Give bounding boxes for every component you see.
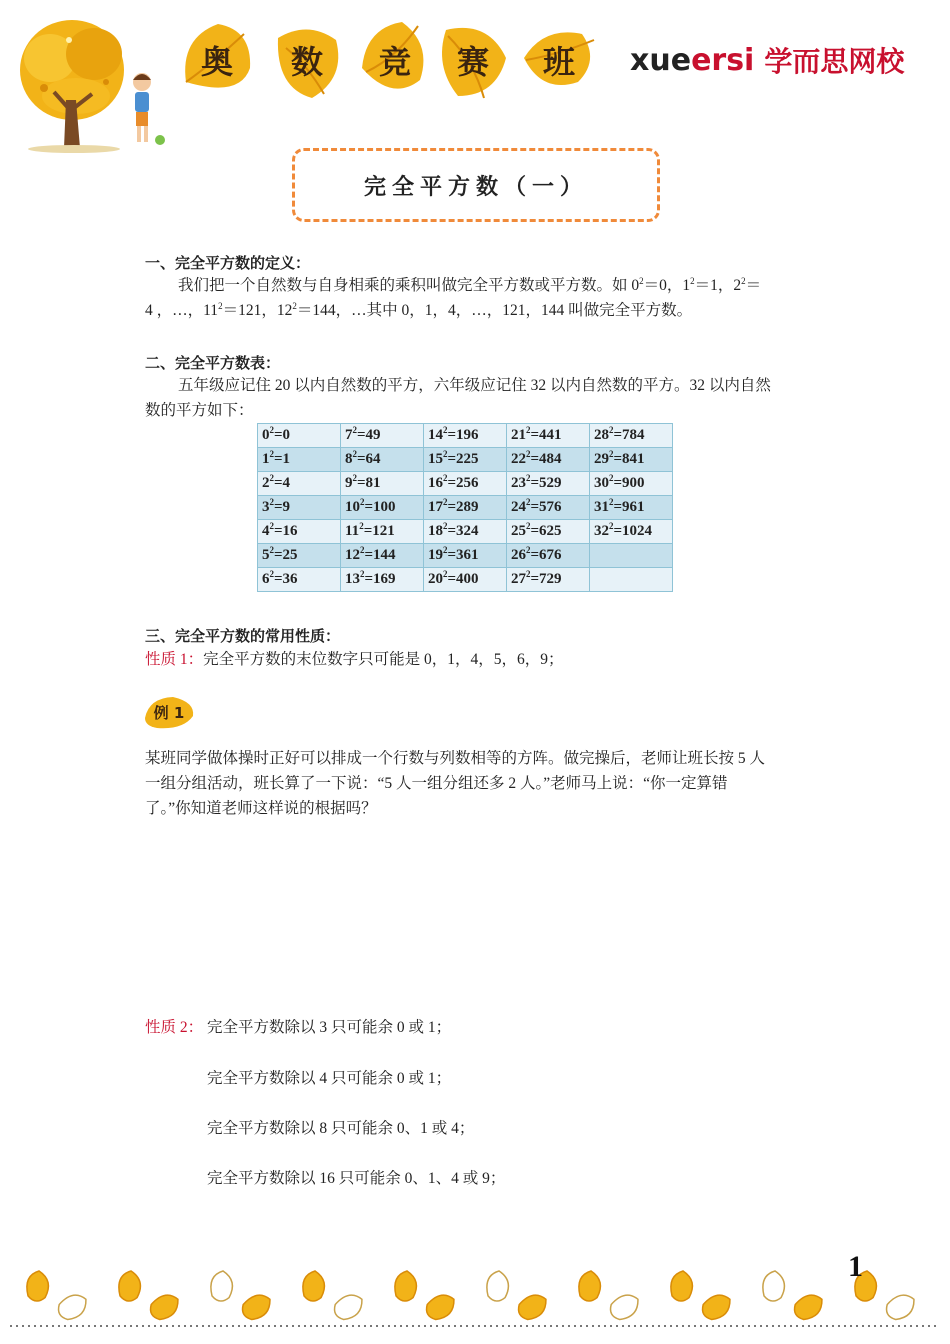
squares-table-cell: $27^2=729$: [507, 568, 590, 592]
squares-table-cell: $9^2=81$: [341, 472, 424, 496]
header-leaf-char: 奥: [200, 43, 233, 81]
brand-logo: [630, 40, 904, 80]
squares-table-cell: $14^2=196$: [424, 424, 507, 448]
section2-body-line2: 数的平方如下：: [145, 402, 254, 419]
squares-table-cell: $6^2=36$: [258, 568, 341, 592]
squares-table-row: [258, 544, 673, 568]
section2-heading: 二、完全平方数表：: [145, 354, 281, 372]
squares-table-cell: $23^2=529$: [507, 472, 590, 496]
squares-table-cell: $19^2=361$: [424, 544, 507, 568]
brand-xue: xue: [630, 42, 692, 78]
section1-heading: 一、完全平方数的定义：: [145, 254, 311, 272]
squares-table-cell: $22^2=484$: [507, 448, 590, 472]
squares-table-cell: $29^2=841$: [590, 448, 673, 472]
squares-table-cell: $4^2=16$: [258, 520, 341, 544]
page-number: 1: [848, 1250, 863, 1283]
squares-table-row: [258, 448, 673, 472]
squares-table-cell: $26^2=676$: [507, 544, 590, 568]
squares-table-cell: $31^2=961$: [590, 496, 673, 520]
property1: [145, 647, 810, 672]
brand-ersi: ersi: [691, 42, 755, 78]
property2-label: [145, 1015, 205, 1040]
property1-text: 完全平方数的末位数字只可能是 0，1，4，5，6，9；: [203, 651, 564, 668]
squares-table-row: [258, 496, 673, 520]
squares-table-cell: $10^2=100$: [341, 496, 424, 520]
squares-table-cell: $1^2=1$: [258, 448, 341, 472]
squares-table-cell: $17^2=289$: [424, 496, 507, 520]
example1-badge: [143, 694, 195, 730]
squares-table-cell: $25^2=625$: [507, 520, 590, 544]
header-leaf-5: [520, 18, 598, 102]
squares-table-cell: $11^2=121$: [341, 520, 424, 544]
example1-line2: 一组分组活动，班长算了一下说：“5 人一组分组还多 2 人。”老师马上说：“你一定算错: [145, 775, 728, 792]
property1-label: 性质 1：: [145, 651, 204, 668]
squares-table-cell: $18^2=324$: [424, 520, 507, 544]
squares-table-cell: $16^2=256$: [424, 472, 507, 496]
squares-table-row: [258, 520, 673, 544]
squares-table-cell: $32^2=1024$: [590, 520, 673, 544]
header-leaf-char: 班: [542, 43, 575, 81]
brand-chinese-name: 学而思网校: [764, 45, 905, 78]
squares-table-cell: $7^2=49$: [341, 424, 424, 448]
property2-line-1: 完全平方数除以 3 只可能余 0 或 1；: [207, 1019, 452, 1036]
header-leaf-char: 赛: [456, 43, 489, 81]
header-leaf-3: [356, 18, 434, 102]
squares-table-row: [258, 568, 673, 592]
autumn-tree-illustration: [14, 10, 174, 155]
header-leaf-1: [178, 18, 256, 102]
property2-line-4: 完全平方数除以 16 只可能余 0、1、4 或 9；: [207, 1170, 506, 1187]
property2-line-3: 完全平方数除以 8 只可能余 0、1 或 4；: [207, 1120, 475, 1137]
example1-badge-label: 例 1: [153, 703, 185, 722]
squares-table-cell: [590, 568, 673, 592]
header-leaf-2: [268, 18, 346, 102]
section2-body-line1: 五年级应记住 20 以内自然数的平方，六年级应记住 32 以内自然数的平方。32 以内自然: [178, 377, 771, 394]
squares-table-cell: $30^2=900$: [590, 472, 673, 496]
squares-table-cell: $12^2=144$: [341, 544, 424, 568]
squares-table-cell: $24^2=576$: [507, 496, 590, 520]
section1-body-line1: 我们把一个自然数与自身相乘的乘积叫做完全平方数或平方数。如 $0^2=0$，$1^2=1$，$2^2=$: [178, 276, 762, 294]
squares-table-cell: [590, 544, 673, 568]
page-title: 完全平方数（一）: [292, 148, 660, 222]
squares-table-cell: $15^2=225$: [424, 448, 507, 472]
squares-table-row: [258, 424, 673, 448]
header-leaf-char: 数: [290, 43, 323, 81]
example1-line1: 某班同学做体操时正好可以排成一个行数与列数相等的方阵。做完操后，老师让班长按 5 人: [145, 750, 766, 767]
squares-table-cell: $3^2=9$: [258, 496, 341, 520]
squares-table-cell: $13^2=169$: [341, 568, 424, 592]
footer-leaf-border: [0, 1250, 950, 1340]
section1-body-line2: 4 ，…，$11^2=121$，$12^2=144$，…其中 0，1，4，…，121，144 叫做完全平方数。: [145, 301, 693, 319]
header-leaf-char: 竞: [378, 43, 411, 81]
property2-line-2: 完全平方数除以 4 只可能余 0 或 1；: [207, 1070, 452, 1087]
squares-table-cell: $2^2=4$: [258, 472, 341, 496]
squares-table-cell: $8^2=64$: [341, 448, 424, 472]
squares-table-row: [258, 472, 673, 496]
squares-table-cell: $0^2=0$: [258, 424, 341, 448]
squares-table-cell: $21^2=441$: [507, 424, 590, 448]
squares-table-cell: $28^2=784$: [590, 424, 673, 448]
example1-line3: 了。”你知道老师这样说的根据吗？: [145, 800, 377, 817]
header-leaf-4: [434, 18, 512, 102]
squares-table: [257, 423, 673, 592]
section3-heading: 三、完全平方数的常用性质：: [145, 627, 341, 645]
property2-label-text: 性质 2：: [145, 1019, 204, 1036]
squares-table-cell: $20^2=400$: [424, 568, 507, 592]
squares-table-cell: $5^2=25$: [258, 544, 341, 568]
